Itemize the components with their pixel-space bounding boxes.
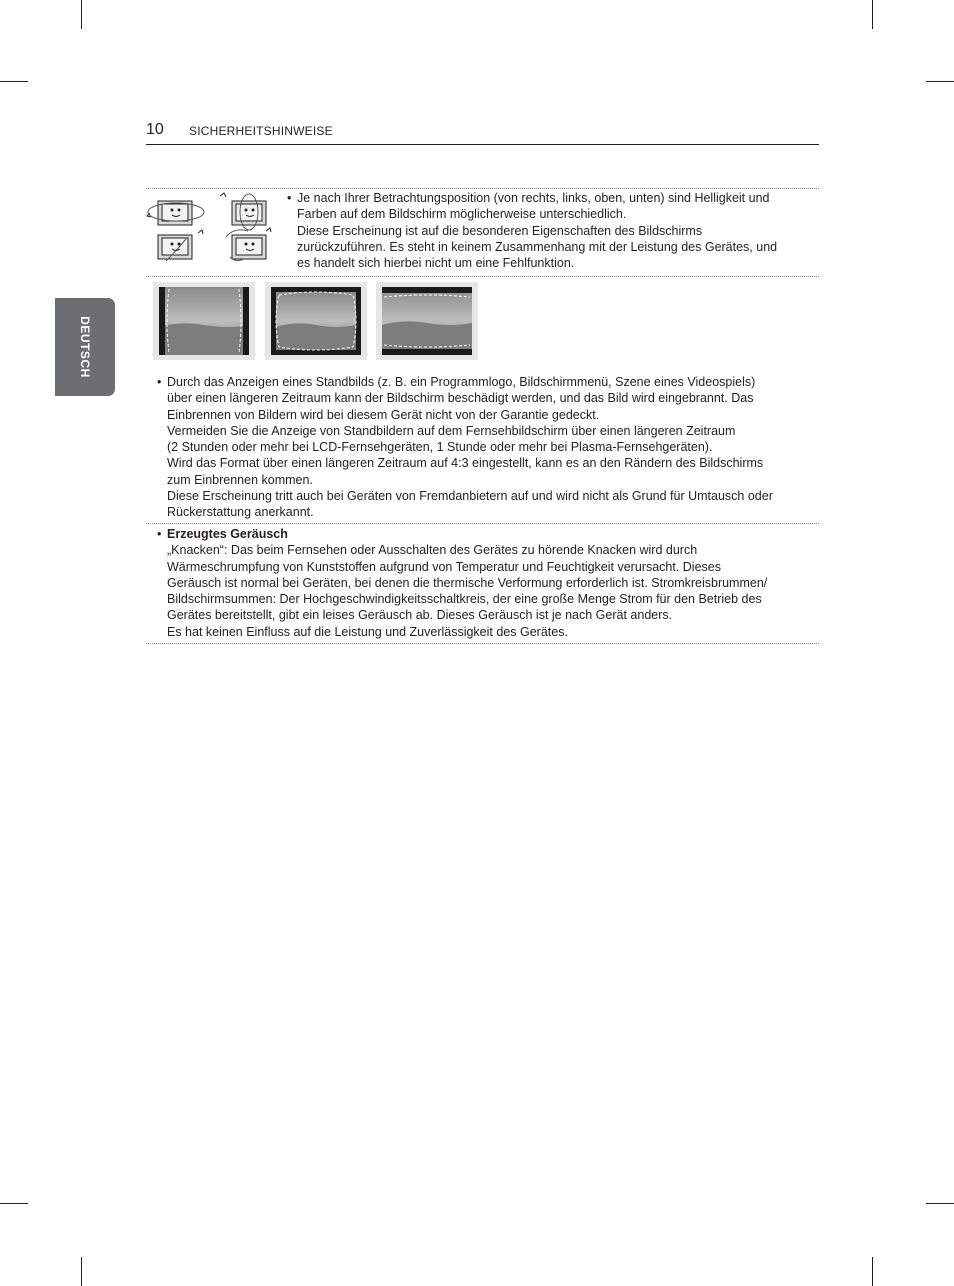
bullet-noise (157, 526, 817, 640)
text-line: Wärmeschrumpfung von Kunststoffen aufgrund von Temperatur und Feuchtigkeit verursacht. Dieses (167, 559, 721, 574)
text-line: Bildschirmsummen: Der Hochgeschwindigkeitsschaltkreis, der eine große Menge Strom für den Betrieb des (167, 592, 762, 607)
text-line: Diese Erscheinung ist auf die besonderen Eigenschaften des Bildschirms (297, 223, 703, 238)
crop-mark (872, 0, 873, 29)
divider (146, 643, 819, 644)
crop-mark (81, 0, 82, 29)
text-line: (2 Stunden oder mehr bei LCD-Fernsehgeräten, 1 Stunde oder mehr bei Plasma-Fernsehgeräten). (167, 440, 713, 455)
text-line: Einbrennen von Bildern wird bei diesem Gerät nicht von der Garantie gedeckt. (167, 407, 600, 422)
divider (146, 188, 819, 189)
crop-mark (0, 1203, 28, 1204)
text-line: „Knacken“: Das beim Fernsehen oder Ausschalten des Gerätes zu hörende Knacken wird durch (167, 543, 698, 558)
bullet-marker: • (287, 191, 292, 205)
text-line: Vermeiden Sie die Anzeige von Standbildern auf dem Fernsehbildschirm über einen längeren Zeitraum (167, 423, 736, 438)
bullet-viewing-angle (287, 190, 817, 271)
text-line: Gerätes bereitstellt, gibt ein leises Geräusch ab. Dieses Geräusch ist je nach Gerät anders. (167, 608, 673, 623)
language-tab (55, 298, 115, 396)
text-line: Rückerstattung anerkannt. (167, 505, 314, 520)
text-line: Geräusch ist normal bei Geräten, bei denen die thermische Verformung erforderlich ist. Stromkreisbrummen/ (167, 575, 768, 590)
text-line: Es hat keinen Einfluss auf die Leistung und Zuverlässigkeit des Gerätes. (167, 624, 568, 639)
burn-in-photo-letterbox (376, 282, 478, 360)
burn-in-photo-side-bars (153, 282, 255, 360)
text-line: Diese Erscheinung tritt auch bei Geräten von Fremdanbietern auf und wird nicht als Grund für Umtausch oder (167, 489, 773, 504)
text-line: Je nach Ihrer Betrachtungsposition (von rechts, links, oben, unten) sind Helligkeit und (297, 191, 770, 205)
section-title: SICHERHEITSHINWEISE (189, 124, 333, 138)
text-line: zurückzuführen. Es steht in keinem Zusammenhang mit der Leistung des Gerätes, und (297, 239, 778, 254)
text-line: über einen längeren Zeitraum kann der Bildschirm beschädigt werden, und das Bild wird eingebrannt. Das (167, 391, 754, 406)
crop-mark (872, 1257, 873, 1286)
text-line: Farben auf dem Bildschirm möglicherweise unterschiedlich. (297, 207, 627, 222)
text-line: zum Einbrennen kommen. (167, 472, 313, 487)
crop-mark (81, 1257, 82, 1286)
block-heading: Erzeugtes Geräusch (167, 527, 288, 541)
tv-viewing-angle-icon (146, 191, 278, 265)
bullet-marker: • (157, 375, 162, 389)
language-tab-label: DEUTSCH (78, 316, 92, 378)
divider (146, 523, 819, 524)
bullet-burn-in (157, 374, 817, 521)
page-number: 10 (146, 121, 164, 138)
divider (146, 276, 819, 277)
text-line: Wird das Format über einen längeren Zeitraum auf 4:3 eingestellt, kann es an den Rändern des Bildschirms (167, 456, 764, 471)
header-rule (146, 144, 819, 145)
text-line: Durch das Anzeigen eines Standbilds (z. B. ein Programmlogo, Bildschirmmenü, Szene eines Videospiels) (167, 375, 756, 389)
bullet-marker: • (157, 527, 162, 541)
burn-in-photo-frame (265, 282, 367, 360)
crop-mark (0, 81, 28, 82)
crop-mark (926, 81, 954, 82)
crop-mark (926, 1203, 954, 1204)
text-line: es handelt sich hierbei nicht um eine Fehlfunktion. (297, 256, 575, 271)
